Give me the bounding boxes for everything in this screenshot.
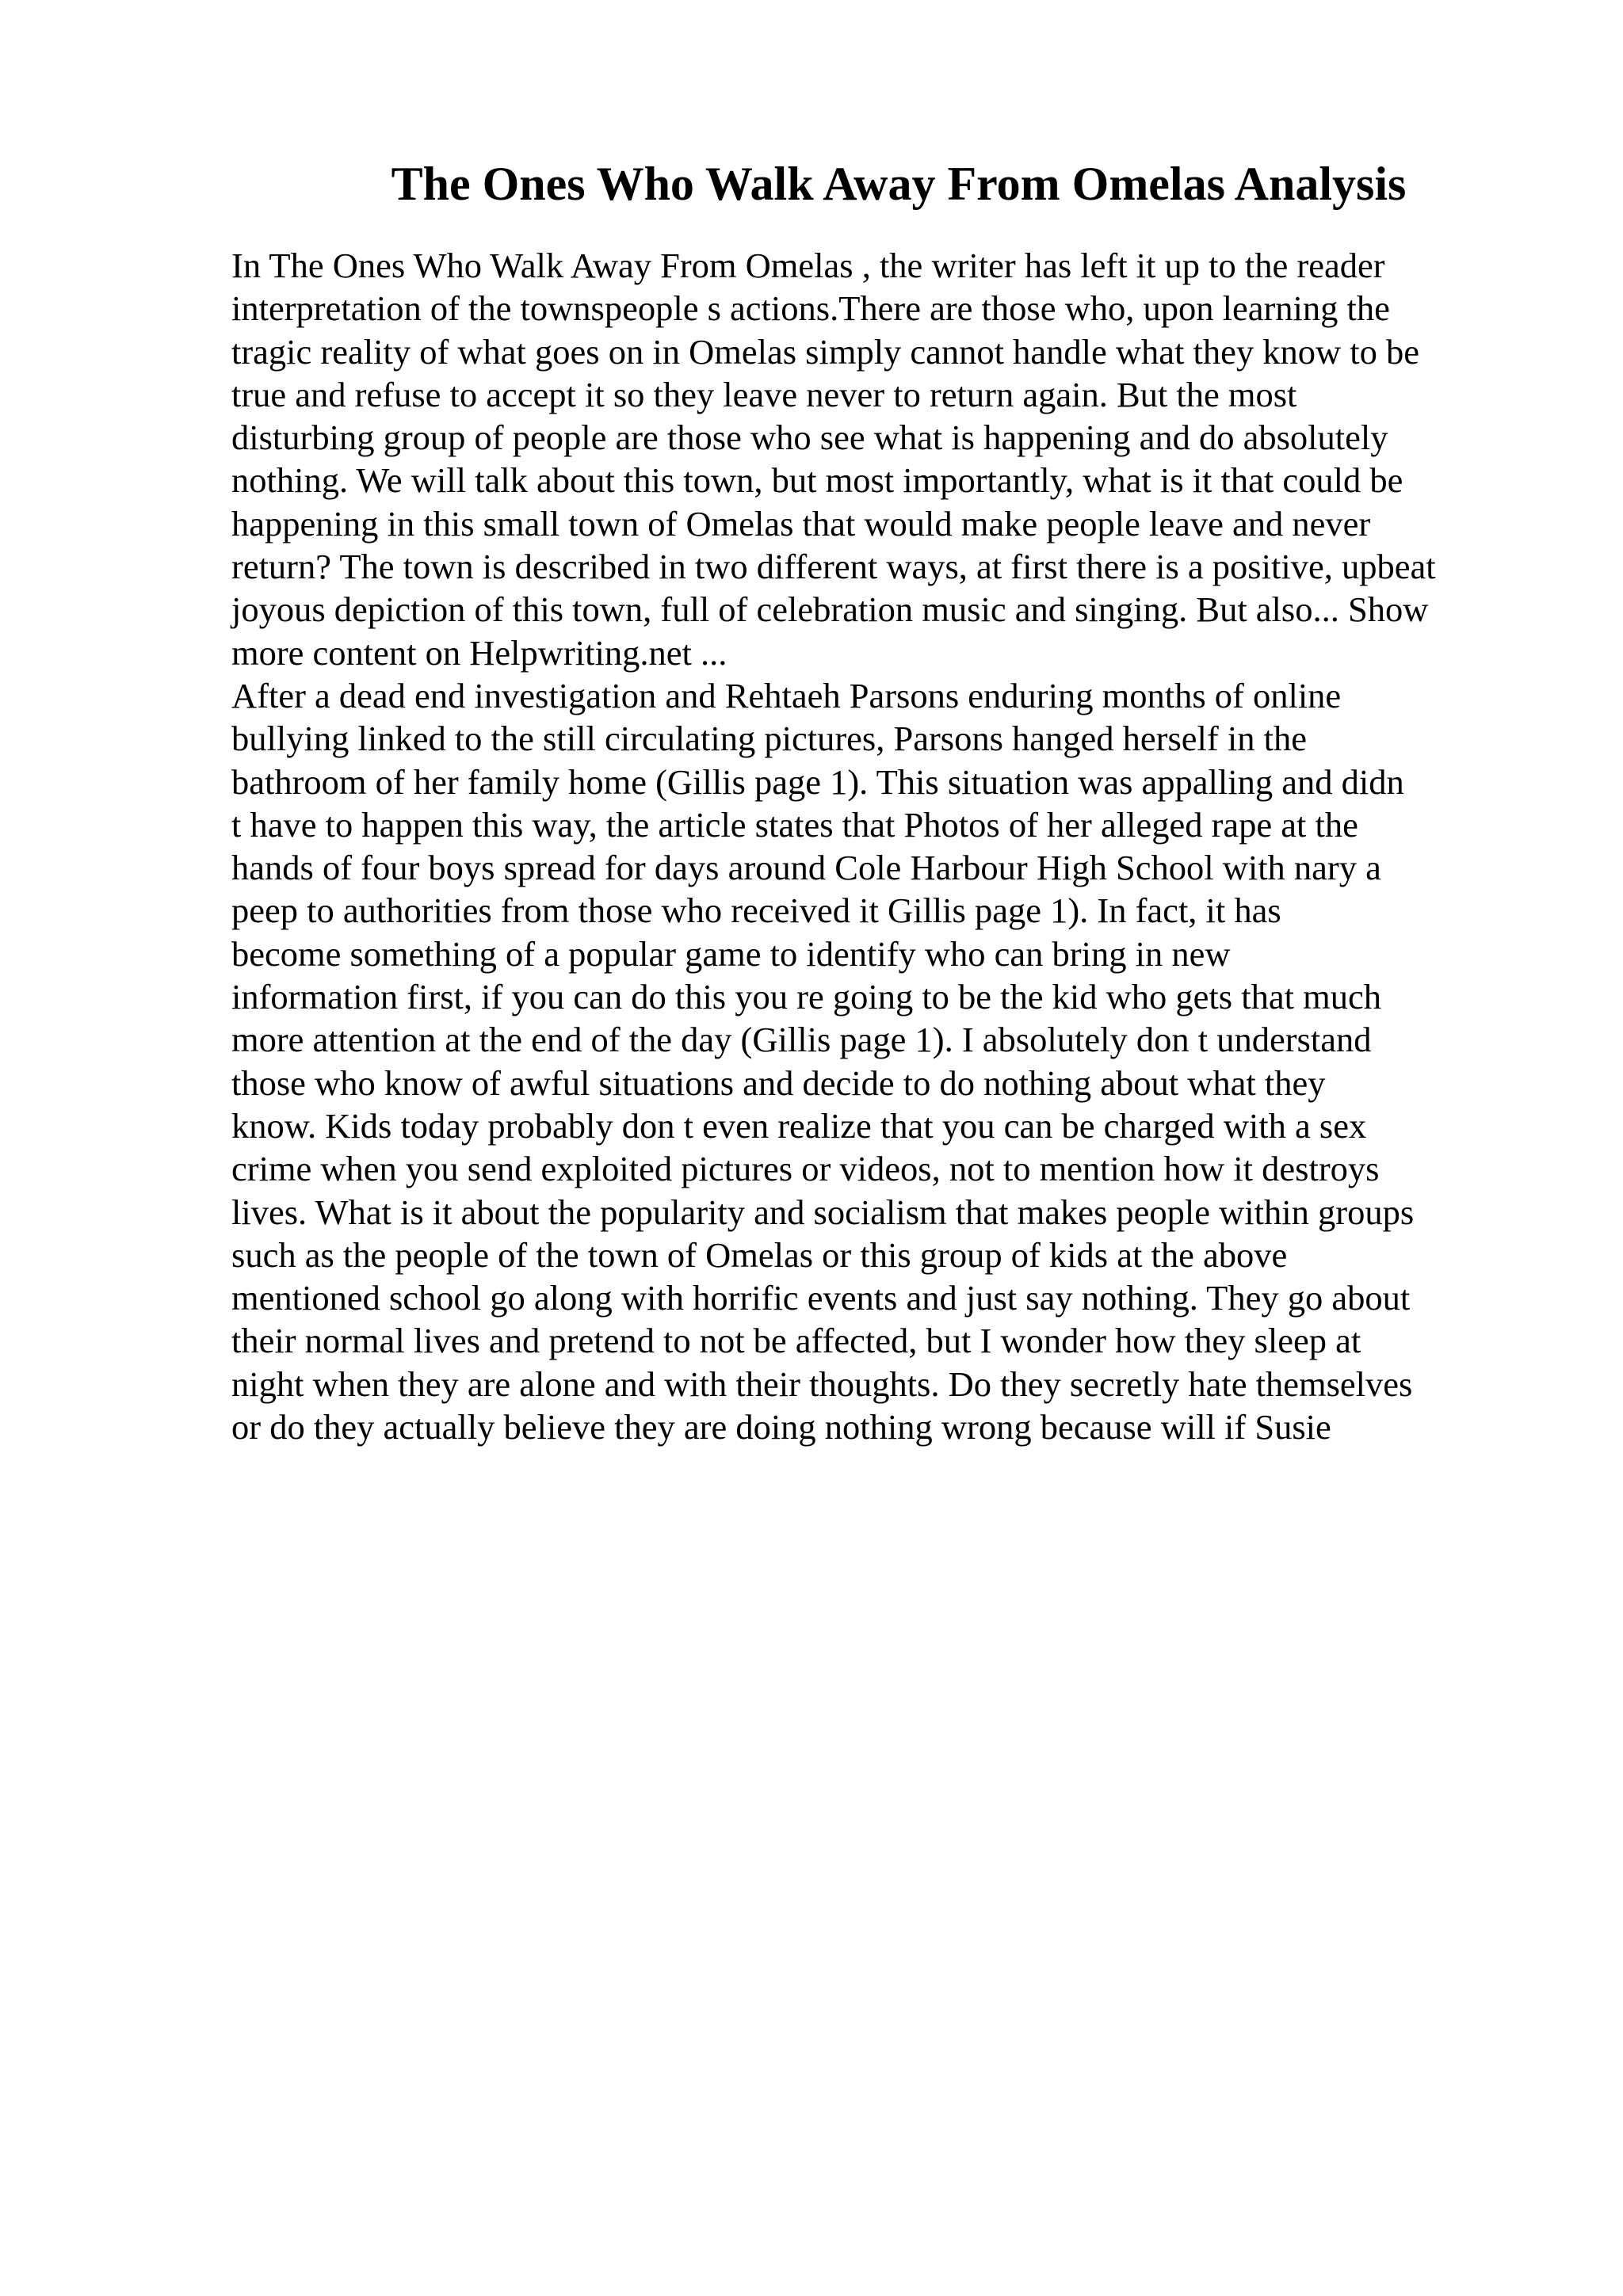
- text-line: lives. What is it about the popularity and socialism that makes people within groups: [231, 1192, 1415, 1232]
- text-line: happening in this small town of Omelas that would make people leave and never: [231, 503, 1371, 543]
- text-line: their normal lives and pretend to not be affected, but I wonder how they sleep at: [231, 1321, 1361, 1361]
- text-line: mentioned school go along with horrific events and just say nothing. They go about: [231, 1278, 1411, 1318]
- text-line: hands of four boys spread for days around Cole Harbour High School with nary a: [231, 848, 1381, 888]
- text-line: bullying linked to the still circulating pictures, Parsons hanged herself in the: [231, 719, 1307, 759]
- text-line: After a dead end investigation and Rehtaeh Parsons enduring months of online: [231, 675, 1342, 715]
- text-line: more content on Helpwriting.net ...: [231, 632, 727, 673]
- text-line: crime when you send exploited pictures or videos, not to mention how it destroys: [231, 1149, 1380, 1189]
- text-line: or do they actually believe they are doing nothing wrong because will if Susie: [231, 1407, 1331, 1447]
- text-line: become something of a popular game to identify who can bring in new: [231, 933, 1231, 974]
- text-line: those who know of awful situations and decide to do nothing about what they: [231, 1062, 1326, 1103]
- text-line: such as the people of the town of Omelas or this group of kids at the above: [231, 1234, 1288, 1275]
- text-line: t have to happen this way, the article states that Photos of her alleged rape at the: [231, 804, 1358, 845]
- text-line: return? The town is described in two different ways, at first there is a positive, upbeat: [231, 547, 1436, 587]
- text-line: more attention at the end of the day (Gillis page 1). I absolutely don t understand: [231, 1020, 1372, 1060]
- document-title: The Ones Who Walk Away From Omelas Analysis: [391, 158, 1407, 210]
- text-line: tragic reality of what goes on in Omelas simply cannot handle what they know to be: [231, 331, 1420, 372]
- text-line: disturbing group of people are those who see what is happening and do absolutely: [231, 418, 1388, 458]
- text-line: bathroom of her family home (Gillis page 1). This situation was appalling and didn: [231, 761, 1404, 802]
- text-line: information first, if you can do this you re going to be the kid who gets that much: [231, 977, 1381, 1017]
- text-line: true and refuse to accept it so they leave never to return again. But the most: [231, 374, 1297, 414]
- text-line: interpretation of the townspeople s actions.There are those who, upon learning the: [231, 288, 1390, 329]
- text-line: night when they are alone and with their thoughts. Do they secretly hate themselves: [231, 1363, 1413, 1404]
- text-line: nothing. We will talk about this town, but most importantly, what is it that could be: [231, 460, 1403, 501]
- text-line: joyous depiction of this town, full of celebration music and singing. But also... Show: [231, 589, 1429, 630]
- document-body: [231, 244, 1515, 1448]
- text-line: know. Kids today probably don t even realize that you can be charged with a sex: [231, 1105, 1367, 1146]
- text-line: In The Ones Who Walk Away From Omelas , the writer has left it up to the reader: [231, 246, 1385, 285]
- text-line: peep to authorities from those who received it Gillis page 1). In fact, it has: [231, 891, 1281, 931]
